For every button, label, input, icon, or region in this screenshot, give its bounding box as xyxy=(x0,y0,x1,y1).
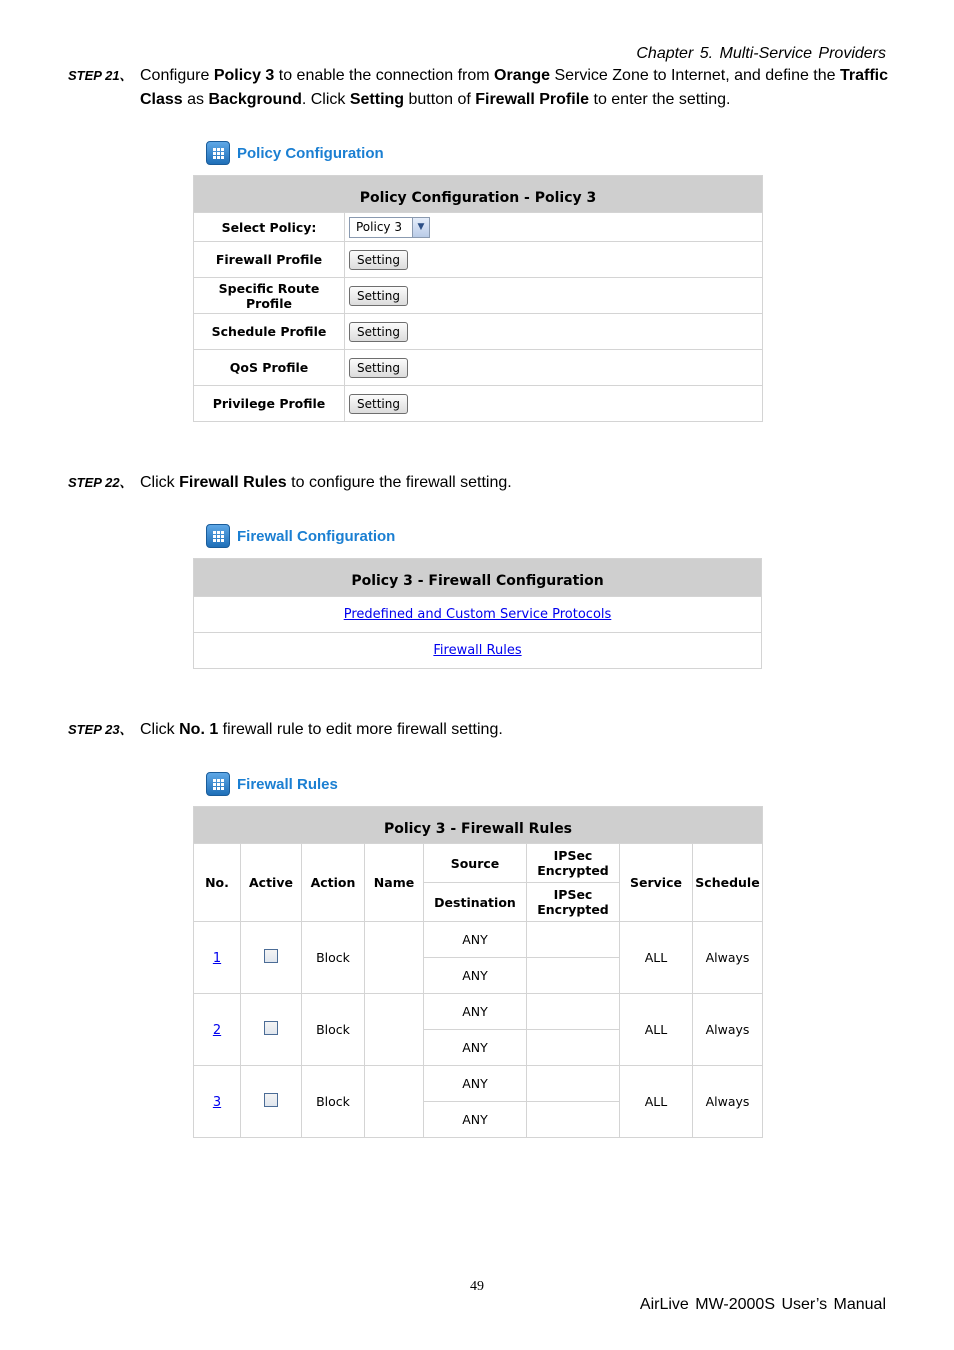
col-source: Source xyxy=(424,844,527,883)
rule-3-service: ALL xyxy=(620,1066,693,1138)
step-22-text: STEP 22、 Click Firewall Rules to configure the firewall setting. xyxy=(68,471,512,495)
firewall-configuration-table xyxy=(193,558,762,669)
select-policy-label: Select Policy: xyxy=(194,213,345,242)
qos-profile-setting-button[interactable]: Setting xyxy=(349,358,408,378)
predefined-custom-protocols-link[interactable]: Predefined and Custom Service Protocols xyxy=(343,607,612,622)
firewall-rules-link[interactable]: Firewall Rules xyxy=(433,643,522,658)
firewall-rules-heading: Firewall Rules xyxy=(206,771,338,797)
step-22-label: STEP 22、 xyxy=(68,475,133,490)
rule-3-action: Block xyxy=(302,1066,365,1138)
rule-2-source: ANY xyxy=(424,994,527,1030)
rule-1-service: ALL xyxy=(620,922,693,994)
policy-configuration-heading: Policy Configuration xyxy=(206,140,384,166)
rule-1-source-ipsec xyxy=(527,922,620,958)
firewall-rules-title: Policy 3 - Firewall Rules xyxy=(194,807,763,844)
grid-app-icon xyxy=(206,772,230,796)
rule-2-schedule: Always xyxy=(693,994,763,1066)
privilege-profile-label: Privilege Profile xyxy=(194,386,345,422)
rule-3-destination: ANY xyxy=(424,1102,527,1138)
firewall-profile-setting-button[interactable]: Setting xyxy=(349,250,408,270)
col-action: Action xyxy=(302,844,365,922)
rule-1-destination: ANY xyxy=(424,958,527,994)
step-23-text: STEP 23、 Click No. 1 firewall rule to edit more firewall setting. xyxy=(68,718,503,742)
rule-2-link[interactable]: 2 xyxy=(212,1022,222,1038)
rule-2-active-checkbox[interactable] xyxy=(264,1021,278,1035)
rule-3-source-ipsec xyxy=(527,1066,620,1102)
rule-2-name xyxy=(365,994,424,1066)
rule-2-service: ALL xyxy=(620,994,693,1066)
schedule-profile-setting-button[interactable]: Setting xyxy=(349,322,408,342)
grid-app-icon xyxy=(206,524,230,548)
table-row xyxy=(194,922,763,958)
rule-1-schedule: Always xyxy=(693,922,763,994)
policy-select[interactable]: Policy 3 ▼ xyxy=(349,217,430,238)
col-schedule: Schedule xyxy=(693,844,763,922)
table-row xyxy=(194,994,763,1030)
schedule-profile-label: Schedule Profile xyxy=(194,314,345,350)
rule-2-destination: ANY xyxy=(424,1030,527,1066)
rule-2-destination-ipsec xyxy=(527,1030,620,1066)
grid-app-icon xyxy=(206,141,230,165)
specific-route-profile-label: Specific Route Profile xyxy=(194,278,345,314)
specific-route-profile-setting-button[interactable]: Setting xyxy=(349,286,408,306)
policy-config-title: Policy Configuration - Policy 3 xyxy=(194,176,763,213)
rule-1-link[interactable]: 1 xyxy=(212,950,222,966)
chapter-header: Chapter 5. Multi-Service Providers xyxy=(636,45,886,62)
rule-2-action: Block xyxy=(302,994,365,1066)
rule-3-source: ANY xyxy=(424,1066,527,1102)
rule-3-name xyxy=(365,1066,424,1138)
rule-1-action: Block xyxy=(302,922,365,994)
policy-configuration-table xyxy=(193,175,763,422)
rule-1-active-checkbox[interactable] xyxy=(264,949,278,963)
table-row xyxy=(194,1066,763,1102)
rule-1-destination-ipsec xyxy=(527,958,620,994)
step-21-label: STEP 21、 xyxy=(68,68,133,83)
qos-profile-label: QoS Profile xyxy=(194,350,345,386)
firewall-rules-table xyxy=(193,806,763,1138)
col-source-ipsec: IPSec Encrypted xyxy=(527,844,620,883)
col-service: Service xyxy=(620,844,693,922)
col-active: Active xyxy=(241,844,302,922)
rule-3-schedule: Always xyxy=(693,1066,763,1138)
firewall-configuration-heading: Firewall Configuration xyxy=(206,523,395,549)
col-destination: Destination xyxy=(424,883,527,922)
rule-2-source-ipsec xyxy=(527,994,620,1030)
col-name: Name xyxy=(365,844,424,922)
col-destination-ipsec: IPSec Encrypted xyxy=(527,883,620,922)
page-number: 49 xyxy=(470,1279,484,1294)
privilege-profile-setting-button[interactable]: Setting xyxy=(349,394,408,414)
step-21-text: STEP 21、 Configure Policy 3 to enable the connection from Orange Service Zone to Internet, and define the Traffic Class as Background. Click Setting button of Firewall Profile to enter the setting. xyxy=(68,64,888,112)
chevron-down-icon[interactable]: ▼ xyxy=(412,218,429,237)
firewall-profile-label: Firewall Profile xyxy=(194,242,345,278)
col-no: No. xyxy=(194,844,241,922)
firewall-config-title: Policy 3 - Firewall Configuration xyxy=(194,559,762,597)
rule-3-link[interactable]: 3 xyxy=(212,1094,222,1110)
step-23-label: STEP 23、 xyxy=(68,722,133,737)
rule-1-source: ANY xyxy=(424,922,527,958)
manual-footer: AirLive MW-2000S User’s Manual xyxy=(639,1296,886,1313)
rule-3-active-checkbox[interactable] xyxy=(264,1093,278,1107)
rule-1-name xyxy=(365,922,424,994)
rule-3-destination-ipsec xyxy=(527,1102,620,1138)
